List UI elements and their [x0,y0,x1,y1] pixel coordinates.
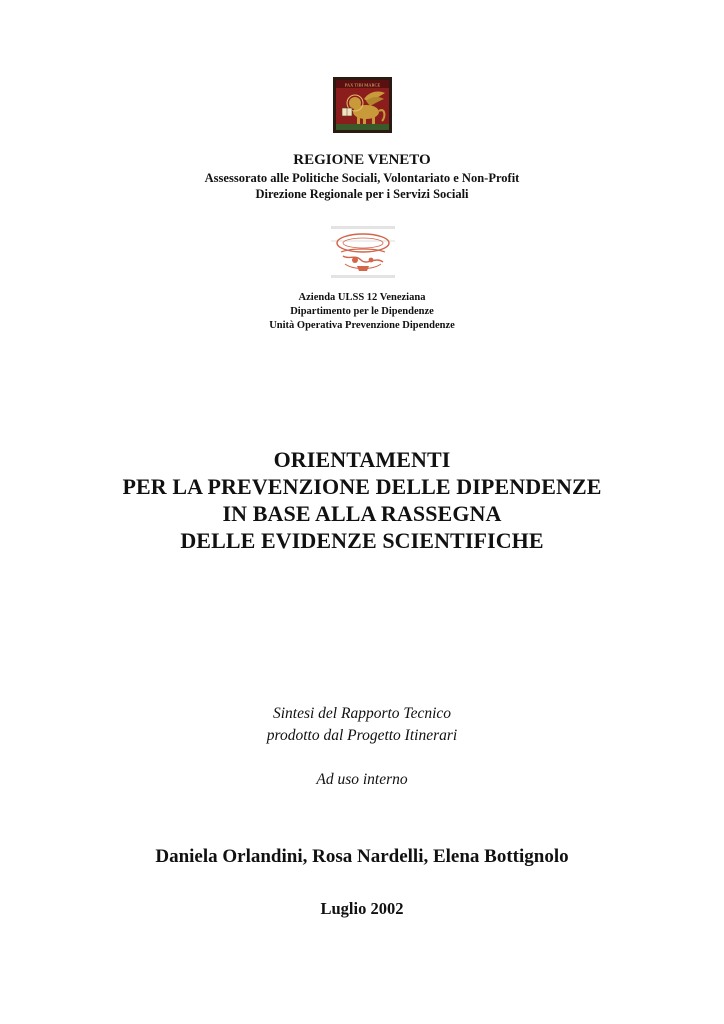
azienda-line: Azienda ULSS 12 Veneziana [298,292,426,303]
svg-text:PAX TIBI MARCE: PAX TIBI MARCE [344,82,381,88]
region-name: REGIONE VENETO [293,152,431,168]
title-line-4: DELLE EVIDENZE SCIENTIFICHE [180,528,544,553]
authors: Daniela Orlandini, Rosa Nardelli, Elena Bottignolo [155,846,569,867]
subtitle-line-2: prodotto dal Progetto Itinerari [266,727,458,744]
title-line-2: PER LA PREVENZIONE DELLE DIPENDENZE [122,474,602,499]
title-line-1: ORIENTAMENTI [273,447,451,472]
unita-operativa-line: Unità Operativa Prevenzione Dipendenze [269,320,455,331]
subtitle-line-1: Sintesi del Rapporto Tecnico [272,705,452,722]
title-line-3: IN BASE ALLA RASSEGNA [222,501,502,526]
direzione-line: Direzione Regionale per i Servizi Sociali [255,187,469,201]
red-engraved-seal-icon [331,226,395,278]
publication-date: Luglio 2002 [320,899,404,918]
dipartimento-line: Dipartimento per le Dipendenze [290,306,434,317]
usage-note: Ad uso interno [316,771,408,788]
lion-of-saint-mark-crest-icon [333,77,392,133]
assessorato-line: Assessorato alle Politiche Sociali, Volontariato e Non-Profit [204,171,520,185]
